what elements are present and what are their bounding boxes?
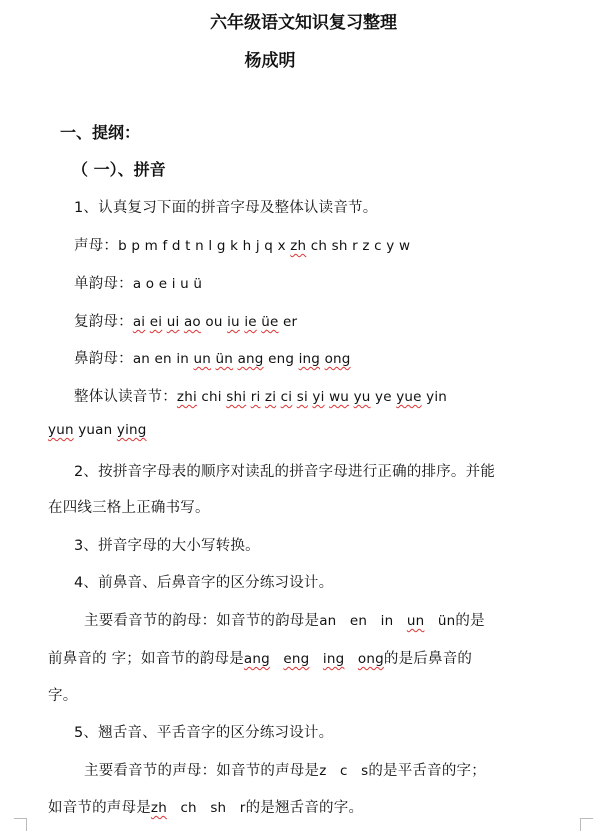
pinyin-token: in <box>176 351 190 367</box>
pinyin-token: ye <box>375 389 392 405</box>
biyun-values <box>133 351 351 367</box>
page-corner-mark-right <box>580 818 593 831</box>
item-4-para-line-3: 字。 <box>48 688 78 704</box>
fuyun-line <box>74 310 297 331</box>
pinyin-token: yin <box>426 389 448 405</box>
pinyin-token: un <box>406 613 425 629</box>
item-5-para-line-1 <box>84 759 486 780</box>
item-4: 4、前鼻音、后鼻音字的区分练习设计。 <box>74 575 334 591</box>
pinyin-token: s <box>361 763 369 779</box>
pinyin-token: ai <box>132 314 146 330</box>
pinyin-token: ün <box>437 613 456 629</box>
pinyin-token: ie <box>244 314 257 330</box>
pinyin-token: z <box>319 763 327 779</box>
pinyin-token: ou <box>205 314 223 330</box>
danyun-values: a o e i u ü <box>132 276 203 292</box>
item-2-line-1: 2、按拼音字母表的顺序对读乱的拼音字母进行正确的排序。并能 <box>74 464 496 480</box>
item-4-text-d: 的是后鼻音的 <box>383 651 473 667</box>
pinyin-token: ri <box>250 389 261 405</box>
pinyin-token: ing <box>322 651 345 667</box>
danyun-label: 单韵母： <box>74 276 133 292</box>
item-4-text-c: 前鼻音的 字；如音节的韵母是 <box>48 651 244 667</box>
item-3: 3、拼音字母的大小写转换。 <box>74 538 260 554</box>
pinyin-token: ch <box>180 800 197 816</box>
zhengti-line-1 <box>74 385 447 406</box>
fuyun-values <box>133 314 298 330</box>
pinyin-token: in <box>380 613 394 629</box>
pinyin-token: en <box>349 613 368 629</box>
pinyin-token: en <box>154 351 172 367</box>
item-4-para-line-2 <box>48 647 472 668</box>
pinyin-token: yun <box>48 422 74 438</box>
pinyin-token: ei <box>149 314 163 330</box>
pinyin-token: zhi <box>176 389 197 405</box>
pinyin-token: si <box>296 389 308 405</box>
item-4-para-line-1 <box>84 609 485 630</box>
zhengti-values-1 <box>177 389 447 405</box>
item-4-pinyin-qian <box>319 613 455 629</box>
pinyin-token: ao <box>183 314 201 330</box>
page-corner-mark-left <box>14 818 27 831</box>
shengmu-b: ch sh r z c y w <box>306 238 411 254</box>
pinyin-token: c <box>339 763 348 779</box>
item-4-pinyin-hou <box>244 651 384 667</box>
pinyin-token: an <box>132 351 151 367</box>
item-5-text-b: 的是平舌音的字； <box>368 763 486 779</box>
shengmu-line <box>74 234 410 255</box>
pinyin-token: zi <box>264 389 277 405</box>
item-4-text-b: 的是 <box>455 613 485 629</box>
doc-author: 杨成明 <box>244 51 296 71</box>
pinyin-token: eng <box>283 651 310 667</box>
pinyin-token: üe <box>261 314 279 330</box>
shengmu-zh: zh <box>290 238 307 254</box>
danyun-line <box>74 272 202 293</box>
pinyin-token: ing <box>298 351 321 367</box>
subsection-heading-pinyin: （ 一）、拼音 <box>72 160 166 179</box>
item-5-pinyin-ping <box>319 763 368 779</box>
pinyin-token: ong <box>357 651 384 667</box>
zhengti-label: 整体认读音节： <box>74 389 177 405</box>
shengmu-label: 声母： <box>74 238 119 254</box>
pinyin-token: iu <box>227 314 240 330</box>
pinyin-token: ang <box>243 651 270 667</box>
pinyin-token: ong <box>324 351 351 367</box>
pinyin-token: ci <box>280 389 293 405</box>
doc-title: 六年级语文知识复习整理 <box>210 13 397 33</box>
pinyin-token: zh <box>150 800 167 816</box>
pinyin-token: un <box>193 351 212 367</box>
item-5: 5、翘舌音、平舌音字的区分练习设计。 <box>74 725 334 741</box>
item-1: 1、认真复习下面的拼音字母及整体认读音节。 <box>74 200 378 216</box>
section-heading-outline: 一、提纲： <box>60 123 141 142</box>
fuyun-label: 复韵母： <box>74 314 133 330</box>
pinyin-token: er <box>283 314 298 330</box>
pinyin-token: yuan <box>78 422 113 438</box>
pinyin-token: ying <box>116 422 147 438</box>
pinyin-token: yi <box>312 389 325 405</box>
pinyin-token: yue <box>396 389 422 405</box>
pinyin-token: ui <box>166 314 180 330</box>
biyun-label: 鼻韵母： <box>74 351 133 367</box>
pinyin-token: ün <box>215 351 234 367</box>
item-4-text-a: 主要看音节的韵母：如音节的韵母是 <box>84 613 320 629</box>
item-5-text-c: 如音节的声母是 <box>48 800 151 816</box>
item-5-text-d: 的是翘舌音的字。 <box>245 800 364 816</box>
pinyin-token: chi <box>201 389 222 405</box>
pinyin-token: eng <box>268 351 295 367</box>
biyun-line <box>74 347 351 368</box>
shengmu-a: b p m f d t n l g k h j q x <box>118 238 291 254</box>
pinyin-token: wu <box>329 389 350 405</box>
pinyin-token: yu <box>353 389 371 405</box>
item-5-pinyin-qiao <box>151 800 246 816</box>
item-5-para-line-2 <box>48 796 363 817</box>
pinyin-token: sh <box>210 800 227 816</box>
pinyin-token: ang <box>237 351 264 367</box>
zhengti-line-2 <box>48 422 147 438</box>
pinyin-token: r <box>239 800 246 816</box>
item-5-text-a: 主要看音节的声母：如音节的声母是 <box>84 763 320 779</box>
item-2-line-2: 在四线三格上正确书写。 <box>48 500 210 516</box>
pinyin-token: shi <box>226 389 247 405</box>
zhengti-values-2 <box>48 422 147 438</box>
pinyin-token: an <box>319 613 337 629</box>
